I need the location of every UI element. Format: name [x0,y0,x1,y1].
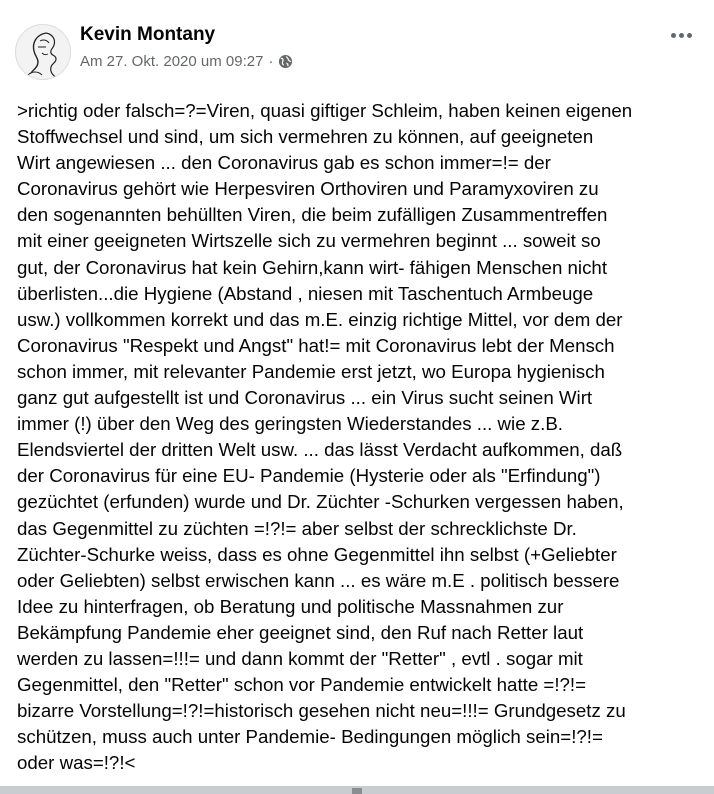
post-text-line: ganz gut aufgestellt ist und Coronavirus ... ein Virus sucht seinen Wirt [17,387,593,409]
post-text-line: Züchter-Schurke weiss, dass es ohne Gegenmittel ihn selbst (+Geliebter [17,543,617,565]
post-text-line: Bekämpfung Pandemie eher geeignet sind, den Ruf nach Retter laut [17,621,584,643]
avatar[interactable] [15,24,71,80]
post-text-line: gezüchtet (erfunden) wurde und Dr. Züchter -Schurken vergessen haben, [17,491,624,513]
post-text-line: den sogenannten behüllten Viren, die beim zufälligen Zusammentreffen [17,204,608,226]
divider-notch [352,788,362,794]
post-text-line: oder Geliebten) selbst erwischen kann ... es wäre m.E . politisch bessere [17,569,620,591]
post-text-line: immer (!) über den Weg des geringsten Wiederstandes ... wie z.B. [17,413,563,435]
post-text-line: oder was=!?!< [17,752,136,774]
post-text-line: schützen, muss auch unter Pandemie- Bedingungen möglich sein=!?!= [17,726,603,748]
post-text-line: Idee zu hinterfragen, ob Beratung und politische Massnahmen zur [17,595,564,617]
post-meta [80,53,293,70]
post-text [17,98,707,776]
author-name[interactable]: Kevin Montany [80,24,216,45]
post-text-line: überlisten...die Hygiene (Abstand , niesen mit Taschentuch Armbeuge [17,282,594,304]
post-text-line: gut, der Coronavirus hat kein Gehirn,kann wirt- fähigen Menschen nicht [17,256,608,278]
post-text-line: >richtig oder falsch=?=Viren, quasi giftiger Schleim, haben keinen eigenen [17,100,633,121]
post-text-line: Coronavirus gehört wie Herpesviren Orthoviren und Paramyxoviren zu [17,178,599,200]
post-text-line: Stoffwechsel und sind, um sich vermehren zu können, auf geeigneten [17,126,594,148]
post-text-line: Gegenmittel, den "Retter" schon vor Pandemie entwickelt hatte =!?!= [17,674,587,696]
post-text-line: schon immer, mit relevanter Pandemie erst jetzt, wo Europa hygienisch [17,360,605,382]
post-text-line: mit einer geeigneten Wirtszelle sich zu vermehren beginnt ... soweit so [17,230,601,252]
post-text-line: das Gegenmittel zu züchten =!?!= aber selbst der schrecklichste Dr. [17,517,577,539]
post-divider [0,786,714,794]
post-text-line: Coronavirus "Respekt und Angst" hat!= mit Coronavirus lebt der Mensch [17,334,615,356]
post-text-line: der Coronavirus für eine EU- Pandemie (Hysterie oder als "Erfindung") [17,465,601,487]
post-text-line: bizarre Vorstellung=!?!=historisch gesehen nicht neu=!!!= Grundgesetz zu [17,700,626,722]
meta-separator: · [268,53,274,70]
profile-sketch-icon [16,25,70,79]
post-text-line: usw.) vollkommen korrekt und das m.E. einzig richtige Mittel, vor dem der [17,308,623,330]
post-text-line: Elendsviertel der dritten Welt usw. ... das lässt Verdacht aufkommen, daß [17,439,623,461]
post-text-line: Wirt angewiesen ... den Coronavirus gab es schon immer=!= der [17,152,551,174]
post-header [0,0,714,90]
more-options-icon[interactable] [664,22,698,48]
globe-icon[interactable] [278,54,293,69]
post-timestamp[interactable]: Am 27. Okt. 2020 um 09:27 [80,53,264,70]
post-text-line: werden zu lassen=!!!= und dann kommt der "Retter" , evtl . sogar mit [17,647,583,669]
